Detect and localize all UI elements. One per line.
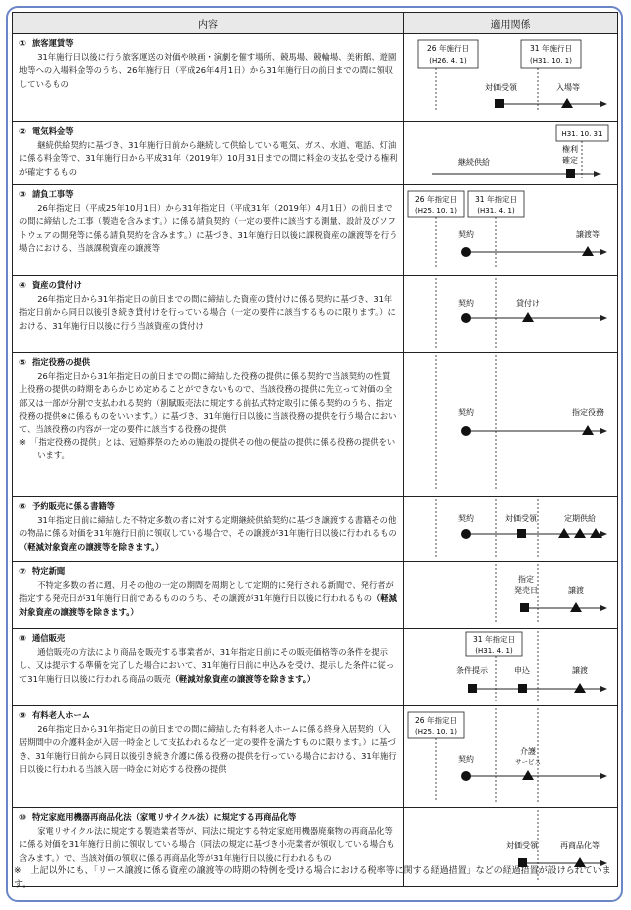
table-row [13, 122, 618, 185]
table-row [13, 185, 618, 276]
table-row [13, 562, 618, 629]
row-title: ⑨ 有料老人ホーム [19, 710, 91, 720]
triangle-marker [574, 528, 586, 538]
table-row [13, 34, 618, 122]
arrow-head [600, 315, 607, 321]
row-title: ⑩ 特定家庭用機器再商品化法（家電リサイクル法）に規定する再商品化等 [19, 812, 297, 822]
label-text: 定期供給 [564, 514, 596, 523]
arrow-head [594, 171, 601, 177]
date-box-sublabel: (H31. 10. 1) [530, 57, 572, 65]
row-title: ⑦ 特定新聞 [19, 566, 66, 576]
label-text: 譲渡等 [576, 230, 600, 239]
table-row [13, 276, 618, 353]
label-text: サービス [515, 758, 541, 766]
footnote: ※ 上記以外にも、「リース譲渡に係る資産の譲渡等の時期の特例を受ける場合における税率等に関する経過措置」などの経過措置が設けられています。 [14, 866, 611, 890]
square-marker [566, 169, 575, 178]
circle-marker [461, 313, 471, 323]
arrow-head [600, 249, 607, 255]
header-content: 内容 [13, 13, 404, 34]
row-title: ③ 請負工事等 [19, 189, 74, 199]
square-marker [495, 99, 504, 108]
arrow-head [600, 605, 607, 611]
row-content [13, 122, 404, 185]
row-diagram [404, 629, 618, 706]
timeline-diagram [404, 629, 617, 701]
date-box-label: H31. 10. 31 [561, 130, 603, 138]
circle-marker [461, 771, 471, 781]
timeline-diagram [404, 276, 617, 348]
row-content [13, 629, 404, 706]
arrow-head [600, 101, 607, 107]
label-text: 契約 [458, 230, 474, 239]
row-body: 31年施行日以後に行う旅客運送の対価や映画・演劇を催す場所、競馬場、競輪場、美術館、遊園地等への入場料金等のうち、26年施行日（平成26年4月1日）から31年施行日の前日までの間に領収しているもの [19, 52, 397, 89]
arrow-head [600, 686, 607, 692]
row-body: 26年指定日（平成25年10月1日）から31年指定日（平成31年（2019年）4月1日）の前日までの間に締結した工事（製造を含みます。）に係る請負契約（一定の要件に該当する測量、設計及びソフトウェアの開発等に係る請負契約を含みます。）に基づき、31年施行日以後に課税資産の譲渡等を行う場合における、当該課税資産の譲渡等 [19, 203, 398, 253]
row-body: 26年指定日から31年指定日の前日までの間に締結した有料老人ホームに係る終身入居契約（入居期間中の介護料金が入居一時金として支払われるなど一定の要件を満たすものに限ります。）に基づき、31年施行日前から同日以後引き続き介護に係る役務の提供を行っている場合における、31年施行日以後に行われる当該入居一時金に対応する役務の提供 [19, 724, 397, 774]
row-body: 継続供給契約に基づき、31年施行日前から継続して供給している電気、ガス、水道、電話、灯油に係る料金等で、31年施行日から平成31年（2019年）10月31日までの間に料金の支払を受ける権利が確定するもの [19, 140, 398, 177]
date-box-label: 31 年施行日 [530, 44, 572, 53]
date-box-label: 31 年指定日 [475, 195, 517, 204]
arrow-head [600, 773, 607, 779]
row-content [13, 34, 404, 122]
date-box-label: 26 年指定日 [415, 195, 457, 204]
square-marker [518, 684, 527, 693]
label-text: 指定役務 [572, 408, 604, 417]
label-text: 継続供給 [458, 158, 490, 167]
square-marker [468, 684, 477, 693]
row-content [13, 185, 404, 276]
label-text: 譲渡 [568, 586, 584, 595]
table-row [13, 706, 618, 808]
date-box-sublabel: (H25. 10. 1) [415, 207, 457, 215]
row-diagram [404, 497, 618, 562]
triangle-marker [582, 425, 594, 435]
date-box-label: 31 年指定日 [473, 635, 515, 644]
circle-marker [461, 426, 471, 436]
triangle-marker [561, 98, 573, 108]
row-title: ⑥ 予約販売に係る書籍等 [19, 501, 115, 511]
row-title: ④ 資産の貸付け [19, 280, 82, 290]
row-diagram [404, 276, 618, 353]
arrow-head [600, 428, 607, 434]
row-body: 不特定多数の者に週、月その他の一定の期間を周期として定期的に発行される新聞で、発行者が指定する発売日が31年施行日前であるもののうち、その譲渡が31年施行日以後に行われるもの（軽減対象資産の譲渡等を除きます。） [19, 580, 397, 617]
label-text: 条件提示 [456, 666, 488, 675]
label-text: 譲渡 [572, 666, 588, 675]
row-title: ⑧ 通信販売 [19, 633, 66, 643]
date-box-label: 26 年施行日 [427, 44, 469, 53]
triangle-marker [558, 528, 570, 538]
row-body: 通信販売の方法により商品を販売する事業者が、31年指定日前にその販売価格等の条件を提示し、又は提示する準備を完了した場合において、31年施行日前に申込みを受け、提示した条件に従って31年施行日以後に行われる商品の販売（軽減対象資産の譲渡等を除きます。） [19, 647, 395, 684]
triangle-marker [582, 246, 594, 256]
row-diagram [404, 122, 618, 185]
circle-marker [461, 529, 471, 539]
date-box-sublabel: (H31. 4. 1) [475, 647, 513, 655]
row-diagram [404, 706, 618, 808]
row-content [13, 497, 404, 562]
triangle-marker [570, 602, 582, 612]
label-text: 契約 [458, 755, 474, 764]
label-text: 対価受領 [485, 83, 517, 92]
header-applicability: 適用関係 [404, 13, 618, 34]
row-body: 家電リサイクル法に規定する製造業者等が、同法に規定する特定家庭用機器廃棄物の再商品化等に係る対価を31年施行日前に領収している場合（同法の規定に基づき小売業者が領収している場合も含みます。）で、当該対価の領収に係る再商品化等が31年施行日以後に行われるもの [19, 826, 395, 863]
date-box-label: 26 年指定日 [415, 716, 457, 725]
date-box-sublabel: (H26. 4. 1) [429, 57, 467, 65]
timeline-diagram [404, 706, 617, 803]
label-text: 申込 [514, 666, 530, 675]
table-row [13, 353, 618, 497]
row-diagram [404, 185, 618, 276]
timeline-diagram [404, 34, 617, 117]
square-marker [517, 529, 526, 538]
triangle-marker [522, 312, 534, 322]
row-body: 26年指定日から31年指定日の前日までの間に締結した資産の貸付けに係る契約に基づき、31年指定日前から同日以後引き続き貸付けを行っている場合（一定の要件に該当するものに限ります。）における、31年施行日以後に行う当該資産の貸付け [19, 294, 396, 331]
row-content [13, 353, 404, 497]
label-text: 発売日 [514, 586, 538, 595]
row-content [13, 276, 404, 353]
row-diagram [404, 562, 618, 629]
transitional-measures-table [12, 12, 618, 887]
table-row [13, 497, 618, 562]
label-text: 再商品化等 [560, 841, 600, 850]
timeline-diagram [404, 122, 617, 180]
label-text: 介護 [520, 747, 536, 756]
date-box-sublabel: (H31. 4. 1) [477, 207, 515, 215]
timeline-diagram [404, 185, 617, 271]
triangle-marker [574, 683, 586, 693]
row-title: ⑤ 指定役務の提供 [19, 357, 91, 367]
row-content [13, 706, 404, 808]
square-marker [520, 603, 529, 612]
row-note: ※ 「指定役務の提供」とは、冠婚葬祭のための施設の提供その他の便益の提供に係る役務の提供をいいます。 [19, 437, 396, 461]
table-row [13, 629, 618, 706]
date-box-sublabel: (H25. 10. 1) [415, 728, 457, 736]
row-content [13, 562, 404, 629]
row-body: 31年指定日前に締結した不特定多数の者に対する定期継続供給契約に基づき譲渡する書籍その他の物品に係る対価を31年施行日前に領収している場合で、その譲渡が31年施行日以後に行われるもの（軽減対象資産の譲渡等を除きます。） [19, 515, 397, 552]
arrow-head [600, 531, 607, 537]
label-text: 入場等 [556, 83, 580, 92]
row-diagram [404, 34, 618, 122]
table-header-row [13, 13, 618, 34]
label-text: 貸付け [516, 299, 540, 308]
label-text: 契約 [458, 408, 474, 417]
label-text: 対価受領 [506, 841, 538, 850]
circle-marker [461, 247, 471, 257]
triangle-marker [522, 770, 534, 780]
label-text: 契約 [458, 514, 474, 523]
label-text: 確定 [562, 156, 578, 165]
label-text: 指定 [518, 575, 534, 584]
row-body: 26年指定日から31年指定日の前日までの間に締結した役務の提供に係る契約で当該契約の性質上役務の提供の時期をあらかじめ定めることができないもので、当該役務の提供に先立って対価の全部又は一部が分割で支払われる契約（割賦販売法に規定する前払式特定取引に係る契約のうち、指定役務の提供※に係るものをいいます。）に基づき、31年施行日以後に当該役務の提供を行う場合において、当該役務の内容が一定の要件に該当する役務の提供 [19, 371, 397, 435]
row-diagram [404, 353, 618, 497]
label-text: 対価受領 [505, 514, 537, 523]
row-title: ① 旅客運賃等 [19, 38, 74, 48]
timeline-diagram [404, 353, 617, 492]
row-title: ② 電気料金等 [19, 126, 74, 136]
timeline-diagram [404, 497, 617, 557]
label-text: 権利 [562, 145, 578, 154]
timeline-diagram [404, 562, 617, 624]
label-text: 契約 [458, 299, 474, 308]
